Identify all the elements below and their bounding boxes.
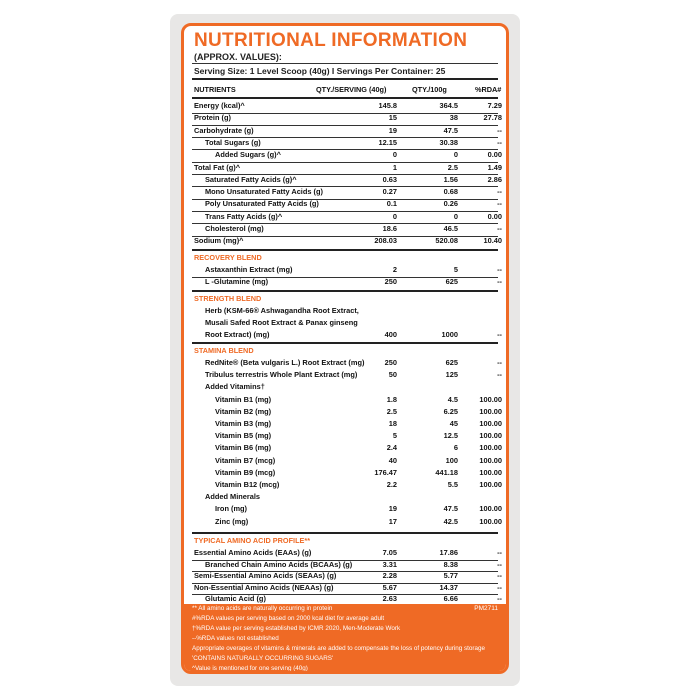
nutrient-row	[192, 467, 502, 480]
nutrient-label: Branched Chain Amino Acids (BCAAs) (g)	[205, 559, 353, 569]
product-code: PM2711	[474, 605, 498, 612]
nutrient-label: Carbohydrate (g)	[194, 125, 254, 135]
nutrient-label: L -Glutamine (mg)	[205, 277, 269, 286]
qty-per-100g: 5	[453, 265, 458, 274]
strength-label-3: Root Extract) (mg)	[205, 330, 270, 339]
qty-per-100g: 0	[453, 150, 458, 160]
rda-percent: --	[497, 187, 502, 197]
qty-per-100g: 364.5	[439, 101, 458, 110]
qty-per-serving: 0.63	[382, 174, 397, 184]
qty-per-100g: 0	[453, 211, 458, 221]
stamina-blend-title: STAMINA BLEND	[194, 346, 254, 355]
nutrient-row	[192, 113, 502, 125]
nutrient-label: Essential Amino Acids (EAAs) (g)	[194, 548, 312, 557]
nutrient-row	[192, 358, 502, 370]
nutrient-label: Astaxanthin Extract (mg)	[205, 265, 293, 274]
qty-per-100g: 42.5	[443, 516, 458, 526]
qty-per-100g: 46.5	[443, 224, 458, 233]
qty-per-serving: 208.03	[374, 236, 397, 246]
subheading: Added Minerals	[205, 492, 261, 502]
rda-percent: --	[497, 358, 502, 367]
divider	[192, 78, 498, 80]
divider	[192, 342, 498, 344]
nutrient-row	[192, 277, 502, 289]
strength-rda: --	[497, 330, 502, 339]
qty-per-100g: 47.5	[443, 125, 458, 135]
qty-per-serving: 2.63	[382, 594, 397, 603]
rda-percent: --	[497, 137, 502, 147]
footnote: #%RDA values per serving based on 2000 kcal diet for average adult	[192, 615, 385, 622]
nutrient-row	[192, 480, 502, 492]
rda-percent: --	[497, 224, 502, 233]
qty-per-100g: 625	[445, 358, 458, 367]
nutrient-label: Vitamin B1 (mg)	[215, 394, 272, 404]
qty-per-serving: 18.6	[382, 224, 397, 233]
footnote: ** All amino acids are naturally occurring in protein	[192, 605, 333, 612]
subheading-row	[192, 382, 498, 394]
divider	[192, 63, 498, 64]
subheading: Added Vitamins†	[205, 382, 265, 392]
rda-percent: --	[497, 370, 502, 380]
qty-per-100g: 520.08	[435, 236, 458, 246]
footnote: --%RDA values not established	[192, 635, 279, 642]
rda-percent: 100.00	[479, 455, 502, 465]
recovery-blend-title: RECOVERY BLEND	[194, 253, 262, 262]
qty-per-100g: 100	[445, 455, 458, 465]
nutrient-label: Glutamic Acid (g)	[205, 594, 266, 603]
qty-per-100g: 6	[453, 443, 458, 453]
nutrient-row	[192, 455, 502, 468]
qty-per-100g: 5.5	[447, 480, 458, 489]
col-header-per-100g: QTY./100g	[412, 85, 447, 94]
nutrient-row	[192, 419, 502, 431]
rda-percent: --	[497, 571, 502, 580]
nutrient-label: Added Sugars (g)^	[215, 150, 281, 160]
rda-percent: --	[497, 265, 502, 274]
qty-per-100g: 4.5	[447, 394, 458, 404]
divider	[192, 97, 498, 99]
footnote: 'CONTAINS NATURALLY OCCURRING SUGARS'	[192, 655, 334, 662]
nutrient-label: Vitamin B5 (mg)	[215, 431, 272, 441]
nutrient-label: Vitamin B12 (mcg)	[215, 480, 280, 489]
col-header-nutrients: NUTRIENTS	[194, 85, 236, 94]
qty-per-serving: 19	[388, 125, 397, 135]
rda-percent: 100.00	[479, 431, 502, 441]
nutrient-label: Tribulus terrestris Whole Plant Extract (mg)	[205, 370, 358, 380]
nutrient-label: Saturated Fatty Acids (g)^	[205, 174, 297, 184]
nutrient-label: Energy (kcal)^	[194, 101, 245, 110]
col-header-rda: %RDA#	[475, 85, 502, 94]
nutrient-label: Vitamin B3 (mg)	[215, 419, 272, 428]
nutrient-row	[192, 265, 502, 277]
rda-percent: --	[497, 125, 502, 135]
qty-per-100g: 125	[445, 370, 458, 380]
nutrient-row	[192, 370, 502, 382]
nutrient-label: Non-Essential Amino Acids (NEAAs) (g)	[194, 582, 334, 592]
rda-percent: 100.00	[479, 443, 502, 453]
qty-per-100g: 5.77	[443, 571, 458, 580]
rda-percent: 27.78	[483, 113, 502, 123]
strength-serv: 400	[384, 330, 397, 339]
rda-percent: 100.00	[479, 516, 502, 526]
qty-per-100g: 0.68	[443, 187, 458, 197]
qty-per-100g: 6.25	[443, 406, 458, 416]
qty-per-serving: 176.47	[374, 467, 397, 477]
qty-per-100g: 0.26	[443, 199, 458, 209]
nutrient-label: RedNite® (Beta vulgaris L.) Root Extract (mg)	[205, 358, 365, 367]
strength-100g: 1000	[441, 330, 458, 339]
footnote: Appropriate overages of vitamins & minerals are added to compensate the loss of potency during storage	[192, 645, 485, 652]
nutrient-label: Semi-Essential Amino Acids (SEAAs) (g)	[194, 571, 337, 580]
nutrient-label: Vitamin B2 (mg)	[215, 406, 272, 416]
strength-blend-title: STRENGTH BLEND	[194, 294, 262, 303]
qty-per-serving: 2.4	[386, 443, 397, 453]
rda-percent: --	[497, 548, 502, 557]
approx-values-note: (APPROX. VALUES):	[194, 52, 282, 62]
qty-per-100g: 12.5	[443, 431, 458, 441]
footnote: †%RDA value per serving established by ICMR 2020, Men-Moderate Work	[192, 625, 401, 632]
qty-per-serving: 5.67	[382, 582, 397, 592]
qty-per-serving: 2.28	[382, 571, 397, 580]
nutrient-label: Cholesterol (mg)	[205, 224, 264, 233]
strength-label-1: Herb (KSM-66® Ashwagandha Root Extract,	[205, 306, 359, 315]
qty-per-100g: 441.18	[435, 467, 458, 477]
subheading-row	[192, 492, 498, 504]
qty-per-100g: 47.5	[443, 504, 458, 514]
qty-per-100g: 14.37	[439, 582, 458, 592]
qty-per-serving: 3.31	[382, 559, 397, 569]
rda-percent: --	[497, 594, 502, 603]
qty-per-serving: 0	[392, 150, 397, 160]
qty-per-serving: 0	[392, 211, 397, 221]
nutrient-row	[192, 443, 502, 455]
nutrient-row	[192, 101, 502, 113]
qty-per-serving: 145.8	[378, 101, 397, 110]
nutrient-label: Zinc (mg)	[215, 516, 249, 526]
qty-per-100g: 1.56	[443, 174, 458, 184]
nutrition-label	[181, 23, 509, 674]
rda-percent: 100.00	[479, 480, 502, 489]
rda-percent: 0.00	[487, 211, 502, 221]
strength-line-2	[192, 318, 498, 330]
qty-per-serving: 7.05	[382, 548, 397, 557]
nutrient-row	[192, 199, 502, 211]
qty-per-100g: 17.86	[439, 548, 458, 557]
qty-per-serving: 2.5	[386, 406, 397, 416]
rda-percent: 7.29	[487, 101, 502, 110]
rda-percent: 100.00	[479, 419, 502, 428]
col-header-per-serving: QTY./SERVING (40g)	[316, 85, 387, 94]
nutrient-row	[192, 516, 502, 529]
nutrient-row	[192, 125, 502, 138]
nutrient-label: Protein (g)	[194, 113, 231, 123]
nutrient-row	[192, 224, 502, 236]
qty-per-serving: 1.8	[386, 394, 397, 404]
rda-percent: 100.00	[479, 406, 502, 416]
qty-per-serving: 5	[392, 431, 397, 441]
label-title: NUTRITIONAL INFORMATION	[194, 30, 468, 51]
qty-per-serving: 250	[384, 358, 397, 367]
rda-percent: 1.49	[487, 162, 502, 172]
footnote: ^Value is mentioned for one serving (40g)	[192, 665, 308, 672]
qty-per-serving: 0.1	[386, 199, 397, 209]
nutrient-label: Trans Fatty Acids (g)^	[205, 211, 283, 221]
nutrient-row	[192, 236, 502, 248]
nutrient-row	[192, 504, 502, 516]
strength-line-1	[192, 306, 498, 318]
qty-per-serving: 1	[392, 162, 397, 172]
nutrient-label: Total Fat (g)^	[194, 162, 241, 172]
nutrient-row	[192, 406, 502, 419]
rda-percent: 100.00	[479, 394, 502, 404]
rda-percent: --	[497, 199, 502, 209]
rda-percent: --	[497, 277, 502, 286]
rda-percent: --	[497, 559, 502, 569]
qty-per-100g: 38	[449, 113, 458, 123]
qty-per-serving: 2.2	[386, 480, 397, 489]
rda-percent: 10.40	[483, 236, 502, 246]
divider	[192, 290, 498, 292]
nutrient-label: Iron (mg)	[215, 504, 248, 514]
strength-line-3	[192, 330, 502, 342]
qty-per-serving: 0.27	[382, 187, 397, 197]
qty-per-serving: 12.15	[378, 137, 397, 147]
qty-per-serving: 50	[388, 370, 397, 380]
qty-per-100g: 8.38	[443, 559, 458, 569]
nutrient-label: Vitamin B9 (mcg)	[215, 467, 276, 477]
nutrient-label: Mono Unsaturated Fatty Acids (g)	[205, 187, 323, 197]
serving-size: Serving Size: 1 Level Scoop (40g) I Servings Per Container: 25	[194, 66, 446, 76]
nutrient-row	[192, 582, 502, 595]
footer-notes	[184, 604, 506, 671]
nutrient-row	[192, 162, 502, 175]
rda-percent: --	[497, 582, 502, 592]
qty-per-serving: 17	[388, 516, 397, 526]
qty-per-serving: 18	[388, 419, 397, 428]
qty-per-100g: 6.66	[443, 594, 458, 603]
rda-percent: 0.00	[487, 150, 502, 160]
nutrient-label: Poly Unsaturated Fatty Acids (g)	[205, 199, 319, 209]
qty-per-100g: 625	[445, 277, 458, 286]
nutrient-row	[192, 150, 502, 162]
nutrient-row	[192, 211, 502, 224]
nutrient-row	[192, 174, 502, 187]
qty-per-serving: 250	[384, 277, 397, 286]
rda-percent: 100.00	[479, 504, 502, 514]
nutrient-row	[192, 559, 502, 572]
nutrient-row	[192, 431, 502, 443]
qty-per-100g: 2.5	[447, 162, 458, 172]
nutrient-row	[192, 548, 502, 560]
qty-per-100g: 45	[449, 419, 458, 428]
nutrient-label: Sodium (mg)^	[194, 236, 244, 246]
nutrient-row	[192, 394, 502, 407]
qty-per-serving: 15	[388, 113, 397, 123]
nutrient-row	[192, 137, 502, 150]
qty-per-serving: 40	[388, 455, 397, 465]
rda-percent: 2.86	[487, 174, 502, 184]
nutrient-row	[192, 187, 502, 199]
divider	[192, 249, 498, 251]
nutrient-row	[192, 571, 502, 583]
amino-profile-title: TYPICAL AMINO ACID PROFILE**	[194, 536, 311, 545]
strength-label-2: Musali Safed Root Extract & Panax ginseng	[205, 318, 358, 327]
qty-per-serving: 2	[392, 265, 397, 274]
divider	[192, 532, 498, 534]
qty-per-serving: 19	[388, 504, 397, 514]
nutrient-label: Vitamin B7 (mcg)	[215, 455, 276, 465]
rda-percent: 100.00	[479, 467, 502, 477]
nutrient-label: Vitamin B6 (mg)	[215, 443, 272, 453]
nutrient-label: Total Sugars (g)	[205, 137, 261, 147]
qty-per-100g: 30.38	[439, 137, 458, 147]
